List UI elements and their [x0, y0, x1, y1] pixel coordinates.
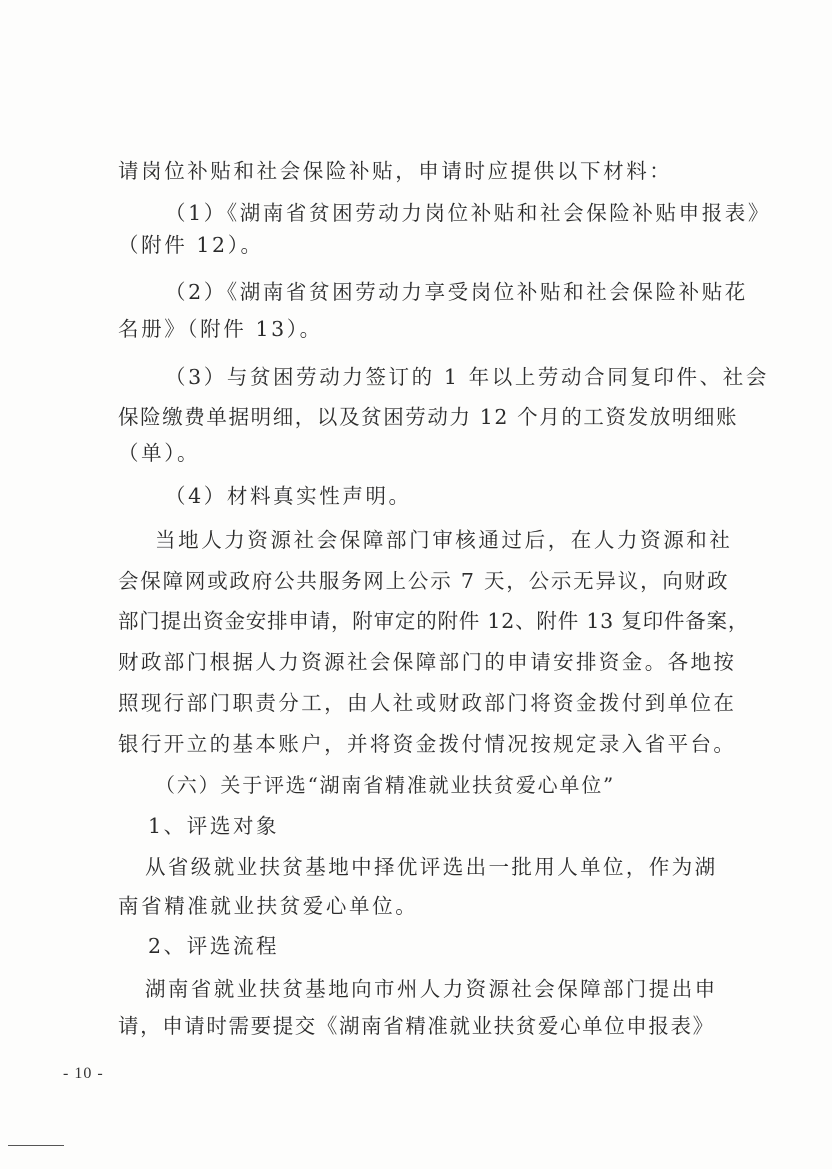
text-line: （2）《湖南省贫困劳动力享受岗位补贴和社会保险补贴花: [165, 280, 748, 304]
text-line: 从省级就业扶贫基地中择优评选出一批用人单位，作为湖: [145, 855, 718, 879]
text-line: 保险缴费单据明细，以及贫困劳动力 12 个月的工资发放明细账: [118, 405, 739, 429]
page-number: - 10 -: [63, 1065, 104, 1082]
text-line: （1）《湖南省贫困劳动力岗位补贴和社会保险补贴申报表》: [165, 201, 771, 225]
text-line: 照现行部门职责分工，由人社或财政部门将资金拨付到单位在: [118, 691, 737, 715]
text-line: 湖南省就业扶贫基地向市州人力资源社会保障部门提出申: [145, 977, 718, 1001]
text-line: 请岗位补贴和社会保险补贴，申请时应提供以下材料：: [118, 159, 673, 183]
text-line: 部门提出资金安排申请，附审定的附件 12、附件 13 复印件备案，: [118, 609, 750, 633]
section-heading: （六）关于评选“湖南省精准就业扶贫爱心单位”: [155, 773, 616, 797]
text-line: 请，申请时需要提交《湖南省精准就业扶贫爱心单位申报表》: [118, 1014, 715, 1038]
text-line: 名册》（附件 13）。: [118, 317, 323, 341]
text-line: （单）。: [118, 441, 201, 465]
subsection-heading: 1、评选对象: [148, 814, 280, 838]
text-line: （3）与贫困劳动力签订的 1 年以上劳动合同复印件、社会: [165, 365, 769, 389]
text-line: 当地人力资源社会保障部门审核通过后，在人力资源和社: [155, 528, 733, 552]
text-line: 会保障网或政府公共服务网上公示 7 天，公示无异议，向财政: [118, 569, 730, 593]
text-line: （4）材料真实性声明。: [165, 484, 412, 508]
subsection-heading: 2、评选流程: [148, 934, 280, 958]
footer-rule: [8, 1145, 64, 1146]
text-line: 财政部门根据人力资源社会保障部门的申请安排资金。各地按: [118, 650, 737, 674]
text-line: 南省精准就业扶贫爱心单位。: [118, 894, 419, 918]
text-line: （附件 12）。: [118, 233, 264, 257]
text-line: 银行开立的基本账户，并将资金拨付情况按规定录入省平台。: [118, 732, 737, 756]
